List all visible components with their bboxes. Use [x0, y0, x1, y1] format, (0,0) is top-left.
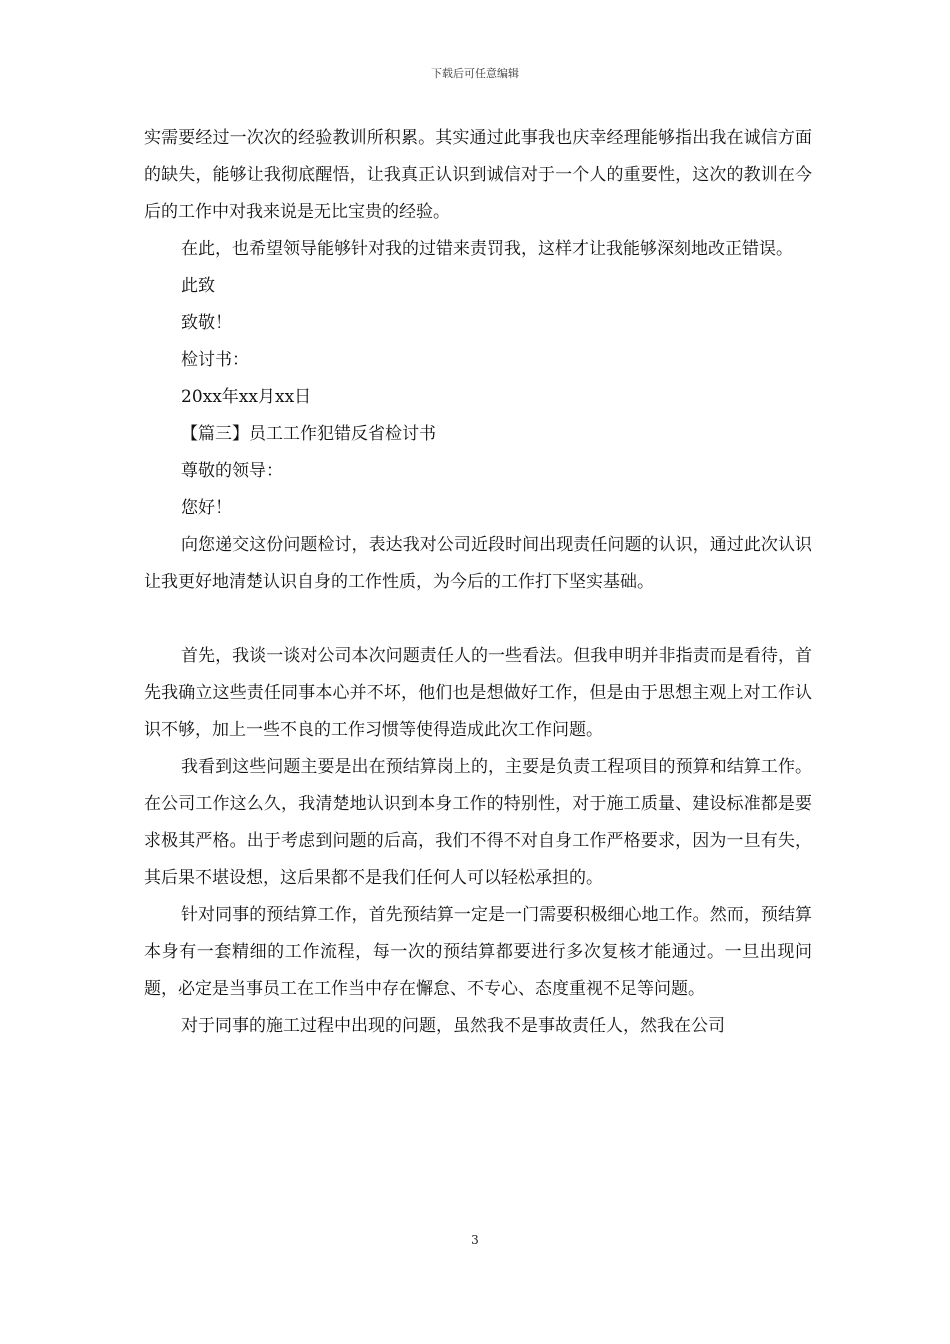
paragraph-budget-post: 我看到这些问题主要是出在预结算岗上的，主要是负责工程项目的预算和结算工作。在公司工作这么久，我清楚地认识到本身工作的特别性，对于施工质量、建设标准都是要求极其严格。出于考虑到问题的后高，我们不得不对自身工作严格要求，因为一旦有失，其后果不堪设想，这后果都不是我们任何人可以轻松承担的。 — [144, 757, 812, 888]
salutation: 尊敬的领导： — [181, 461, 283, 481]
page-header-note: 下载后可任意编辑 — [431, 67, 519, 80]
paragraph-construction: 对于同事的施工过程中出现的问题，虽然我不是事故责任人，然我在公司 — [181, 1016, 725, 1036]
paragraph-budget-work: 针对同事的预结算工作，首先预结算一定是一门需要积极细心地工作。然而，预结算本身有一套精细的工作流程，每一次的预结算都要进行多次复核才能通过。一旦出现问题，必定是当事员工在工作当中存在懈怠、不专心、态度重视不足等问题。 — [144, 905, 812, 999]
paragraph-first-view: 首先，我谈一谈对公司本次问题责任人的一些看法。但我申明并非指责而是看待，首先我确立这些责任同事本心并不坏，他们也是想做好工作，但是由于思想主观上对工作认识不够，加上一些不良的工作习惯等使得造成此次工作问题。 — [144, 646, 812, 740]
greeting: 您好！ — [181, 498, 232, 518]
paragraph-request-punishment: 在此，也希望领导能够针对我的过错来责罚我，这样才让我能够深刻地改正错误。 — [181, 239, 793, 259]
section-heading: 【篇三】员工工作犯错反省检讨书 — [181, 424, 436, 444]
closing-cizhi: 此致 — [181, 276, 215, 296]
paragraph-intro: 向您递交这份问题检讨，表达我对公司近段时间出现责任问题的认识，通过此次认识让我更好地清楚认识自身的工作性质，为今后的工作打下坚实基础。 — [144, 535, 812, 592]
document-body — [144, 120, 812, 1045]
date-line: 20xx年xx月xx日 — [181, 387, 312, 407]
paragraph-continuation: 实需要经过一次次的经验教训所积累。其实通过此事我也庆幸经理能够指出我在诚信方面的缺失，能够让我彻底醒悟，让我真正认识到诚信对于一个人的重要性，这次的教训在今后的工作中对我来说是无比宝贵的经验。 — [144, 128, 812, 222]
closing-zhijing: 致敬！ — [181, 313, 232, 333]
signature-label: 检讨书： — [181, 350, 249, 370]
page-number: 3 — [471, 1233, 479, 1247]
